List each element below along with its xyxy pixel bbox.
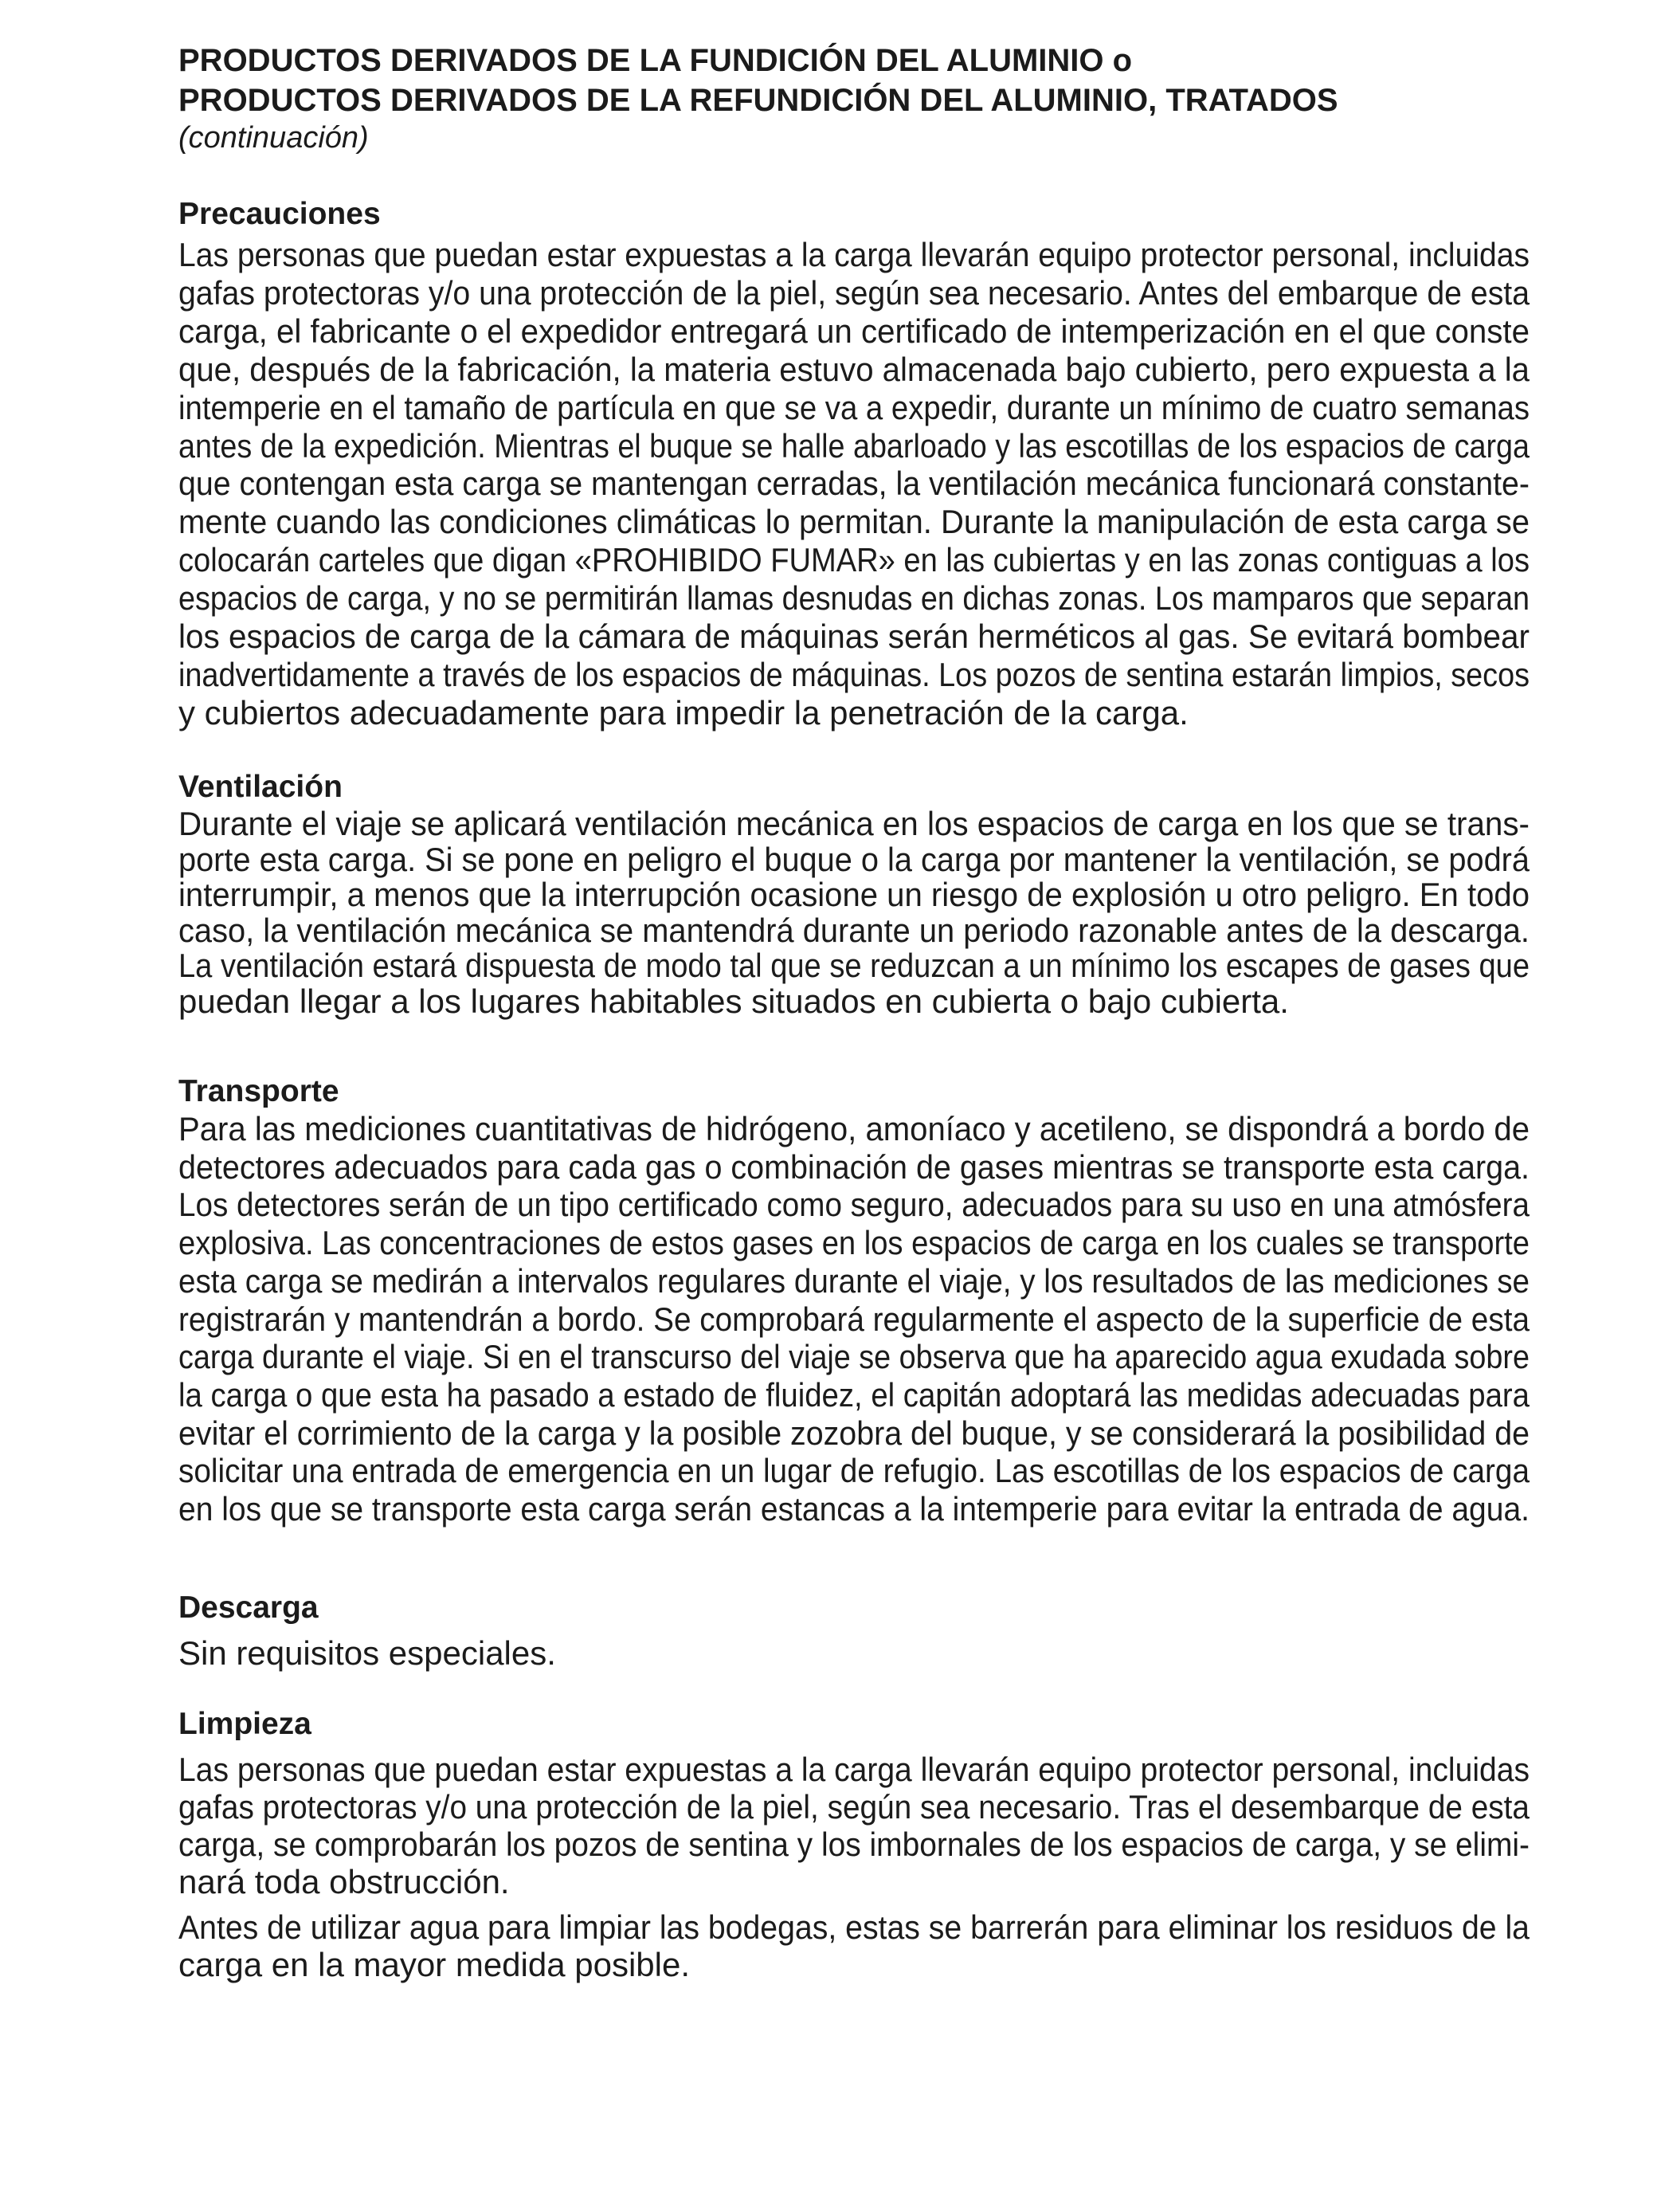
paragraph-line bbox=[178, 947, 1530, 984]
paragraph-line bbox=[178, 1376, 1530, 1414]
paragraph-line-text: inadvertidamente a través de los espacios de máquinas. Los pozos de sentina estarán limpios, secos bbox=[178, 655, 1530, 693]
paragraph-line-text: antes de la expedición. Mientras el buque se halle abarloado y las escotillas de los espacios de carga bbox=[178, 426, 1530, 465]
paragraph-line-text: caso, la ventilación mecánica se mantendrá durante un periodo razonable antes de la descarga. bbox=[178, 911, 1530, 949]
paragraph-line-text: carga, se comprobarán los pozos de sentina y los imbornales de los espacios de carga, y se elimi- bbox=[178, 1826, 1530, 1863]
paragraph-line-text: esta carga se medirán a intervalos regulares durante el viaje, y los resultados de las mediciones se bbox=[178, 1261, 1530, 1300]
paragraph-line bbox=[178, 1826, 1530, 1863]
title-text: PRODUCTOS DERIVADOS DE LA REFUNDICIÓN DEL ALUMINIO, TRATADOS bbox=[178, 83, 1338, 118]
paragraph-line bbox=[178, 912, 1530, 949]
paragraph-line bbox=[178, 1224, 1530, 1261]
paragraph-line-text: La ventilación estará dispuesta de modo tal que se reduzcan a un mínimo los escapes de gases que bbox=[178, 947, 1530, 985]
paragraph-line-text: Para las mediciones cuantitativas de hidrógeno, amoníaco y acetileno, se dispondrá a bordo de bbox=[178, 1110, 1530, 1147]
section-heading-text: Precauciones bbox=[178, 197, 381, 231]
paragraph-line bbox=[178, 982, 1530, 1020]
paragraph-line bbox=[178, 312, 1530, 350]
paragraph-line bbox=[178, 656, 1530, 693]
document-subtitle bbox=[178, 120, 1530, 157]
paragraph-line-text: y cubiertos adecuadamente para impedir la penetración de la carga. bbox=[178, 693, 1189, 731]
document-title-line-1 bbox=[178, 42, 1530, 80]
paragraph-line bbox=[178, 579, 1530, 617]
paragraph-line bbox=[178, 841, 1530, 878]
section-heading bbox=[178, 1589, 1530, 1626]
paragraph-line-text: que, después de la fabricación, la materia estuvo almacenada bajo cubierto, pero expuesta a la bbox=[178, 350, 1530, 388]
paragraph-line bbox=[178, 618, 1530, 655]
paragraph-line bbox=[178, 1186, 1530, 1223]
paragraph-line-text: Las personas que puedan estar expuestas a la carga llevarán equipo protector personal, incluidas bbox=[178, 1751, 1530, 1788]
paragraph-line bbox=[178, 1751, 1530, 1788]
paragraph-line bbox=[178, 1788, 1530, 1826]
paragraph-line-text: nará toda obstrucción. bbox=[178, 1863, 510, 1900]
subtitle-text: (continuación) bbox=[178, 121, 369, 155]
paragraph-line-text: carga durante el viaje. Si en el transcurso del viaje se observa que ha aparecido agua exudada sobre bbox=[178, 1338, 1530, 1376]
section-heading-text: Descarga bbox=[178, 1590, 319, 1625]
section-heading bbox=[178, 1073, 1530, 1110]
paragraph-line bbox=[178, 1490, 1530, 1528]
paragraph-line-text: Las personas que puedan estar expuestas a la carga llevarán equipo protector personal, incluidas bbox=[178, 236, 1530, 273]
paragraph-line bbox=[178, 465, 1530, 502]
paragraph-line-text: intemperie en el tamaño de partícula en que se va a expedir, durante un mínimo de cuatro semanas bbox=[178, 388, 1530, 426]
section-heading bbox=[178, 1705, 1530, 1743]
paragraph-line bbox=[178, 503, 1530, 540]
paragraph-line-text: porte esta carga. Si se pone en peligro el buque o la carga por mantener la ventilación, se podrá bbox=[178, 840, 1530, 878]
paragraph-line bbox=[178, 351, 1530, 388]
paragraph-line bbox=[178, 427, 1530, 465]
paragraph-line bbox=[178, 1908, 1530, 1946]
paragraph-line-text: carga en la mayor medida posible. bbox=[178, 1946, 691, 1983]
paragraph-line bbox=[178, 274, 1530, 312]
paragraph-line-text: Antes de utilizar agua para limpiar las bodegas, estas se barrerán para eliminar los residuos de la bbox=[178, 1908, 1530, 1946]
section-heading bbox=[178, 195, 1530, 233]
paragraph-line bbox=[178, 1300, 1530, 1338]
paragraph-line bbox=[178, 1452, 1530, 1489]
paragraph-line bbox=[178, 1262, 1530, 1300]
section-heading-text: Limpieza bbox=[178, 1707, 311, 1741]
paragraph-line-text: en los que se transporte esta carga serán estancas a la intemperie para evitar la entrada de agua. bbox=[178, 1490, 1530, 1528]
paragraph-line bbox=[178, 1148, 1530, 1186]
paragraph-line bbox=[178, 1338, 1530, 1375]
paragraph-line-text: solicitar una entrada de emergencia en un lugar de refugio. Las escotillas de los espacios de carga bbox=[178, 1452, 1530, 1490]
paragraph-line bbox=[178, 876, 1530, 913]
paragraph-line-text: interrumpir, a menos que la interrupción ocasione un riesgo de explosión u otro peligro. En todo bbox=[178, 876, 1530, 914]
paragraph-line-text: gafas protectoras y/o una protección de la piel, según sea necesario. Tras el desembarque de esta bbox=[178, 1788, 1530, 1826]
paragraph-line-text: gafas protectoras y/o una protección de la piel, según sea necesario. Antes del embarque de esta bbox=[178, 273, 1530, 312]
paragraph-line-text: que contengan esta carga se mantengan cerradas, la ventilación mecánica funcionará constante- bbox=[178, 465, 1530, 503]
paragraph-line-text: carga, el fabricante o el expedidor entregará un certificado de intemperización en el que conste bbox=[178, 312, 1530, 350]
paragraph-line bbox=[178, 1946, 1530, 1983]
paragraph-line bbox=[178, 1110, 1530, 1147]
section-heading bbox=[178, 768, 1530, 806]
paragraph-line bbox=[178, 1414, 1530, 1452]
paragraph-line bbox=[178, 694, 1530, 731]
paragraph-line-text: la carga o que esta ha pasado a estado de fluidez, el capitán adoptará las medidas adecuadas para bbox=[178, 1375, 1530, 1414]
section-heading-text: Transporte bbox=[178, 1074, 339, 1108]
paragraph-line bbox=[178, 1863, 1530, 1900]
paragraph-line-text: evitar el corrimiento de la carga y la posible zozobra del buque, y se considerará la posibilidad de bbox=[178, 1414, 1530, 1452]
paragraph-line-text: mente cuando las condiciones climáticas lo permitan. Durante la manipulación de esta carga se bbox=[178, 503, 1530, 541]
paragraph-line-text: registrarán y mantendrán a bordo. Se comprobará regularmente el aspecto de la superficie de esta bbox=[178, 1300, 1530, 1338]
paragraph-line-text: colocarán carteles que digan «PROHIBIDO FUMAR» en las cubiertas y en las zonas contiguas a los bbox=[178, 541, 1530, 579]
paragraph-line bbox=[178, 1634, 1530, 1672]
paragraph-line-text: explosiva. Las concentraciones de estos gases en los espacios de carga en los cuales se transporte bbox=[178, 1224, 1530, 1262]
title-text: PRODUCTOS DERIVADOS DE LA FUNDICIÓN DEL ALUMINIO o bbox=[178, 43, 1133, 78]
paragraph-line-text: Durante el viaje se aplicará ventilación mecánica en los espacios de carga en los que se trans- bbox=[178, 805, 1530, 842]
paragraph-line-text: detectores adecuados para cada gas o combinación de gases mientras se transporte esta carga. bbox=[178, 1147, 1530, 1186]
paragraph-line-text: Los detectores serán de un tipo certificado como seguro, adecuados para su uso en una atmósfera bbox=[178, 1186, 1530, 1224]
paragraph-line bbox=[178, 236, 1530, 273]
section-heading-text: Ventilación bbox=[178, 770, 343, 804]
document-title-line-2 bbox=[178, 82, 1530, 120]
paragraph-line bbox=[178, 541, 1530, 578]
paragraph-line-text: Sin requisitos especiales. bbox=[178, 1634, 556, 1672]
paragraph-line-text: los espacios de carga de la cámara de máquinas serán herméticos al gas. Se evitará bombear bbox=[178, 618, 1530, 655]
paragraph-line bbox=[178, 389, 1530, 426]
paragraph-line bbox=[178, 805, 1530, 842]
paragraph-line-text: puedan llegar a los lugares habitables situados en cubierta o bajo cubierta. bbox=[178, 982, 1289, 1020]
paragraph-line-text: espacios de carga, y no se permitirán llamas desnudas en dichas zonas. Los mamparos que separan bbox=[178, 579, 1530, 618]
